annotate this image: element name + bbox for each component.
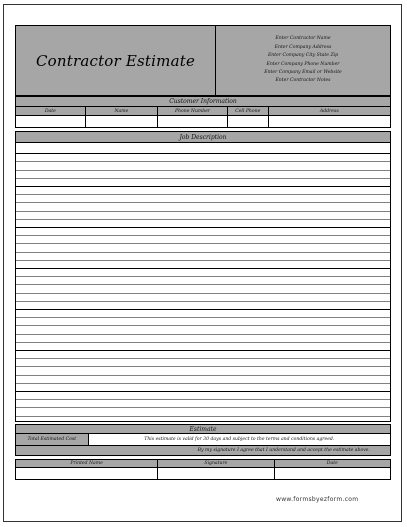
column-header-phone: Phone Number [158, 107, 228, 115]
cell-phone-field[interactable] [228, 116, 269, 127]
estimate-header [15, 424, 391, 434]
acceptance-text: By my signature I agree that I understand and accept the estimate above. [197, 448, 370, 453]
customer-info-title: Customer Information [169, 98, 237, 105]
estimate-title: Estimate [189, 425, 217, 433]
column-header-date: Date [326, 461, 338, 466]
job-description-lines[interactable] [15, 154, 391, 422]
job-description-header [15, 131, 391, 143]
company-line[interactable]: Enter Company Phone Number [266, 61, 340, 67]
column-header-name: Name [86, 107, 159, 115]
column-header-cell: Cell Phone [228, 107, 269, 115]
company-line[interactable]: Enter Contractor Name [275, 36, 331, 42]
form-header [15, 25, 391, 96]
customer-input-row [15, 116, 391, 128]
total-cost-label-cell [16, 434, 89, 445]
signature-input-row [15, 468, 391, 480]
name-field[interactable] [86, 116, 159, 127]
company-info[interactable] [216, 26, 390, 95]
printed-name-field[interactable] [16, 468, 158, 479]
estimate-terms[interactable]: This estimate is valid for 30 days and subject to the terms and conditions agreed. [89, 434, 390, 445]
signature-field[interactable] [158, 468, 274, 479]
column-header-signature: Signature [158, 460, 274, 467]
acceptance-row [15, 446, 391, 456]
title-cell [16, 26, 216, 95]
company-line[interactable]: Enter Company City State Zip [267, 53, 339, 59]
company-line[interactable]: Enter Contractor Notes [275, 78, 331, 84]
company-line[interactable]: Enter Company Address [274, 44, 332, 50]
customer-info-header [15, 96, 391, 107]
total-cost-label: Total Estimated Cost [27, 437, 77, 442]
job-description-title: Job Description [179, 133, 227, 141]
form-title: Contractor Estimate [35, 51, 196, 70]
signature-date-field[interactable] [275, 468, 390, 479]
estimate-total-row [15, 434, 391, 446]
address-field[interactable] [269, 116, 390, 127]
company-line[interactable]: Enter Company Email or Website [264, 69, 342, 75]
signature-columns-row [15, 459, 391, 468]
customer-columns-row [15, 107, 391, 116]
footer-url[interactable]: www.formsbyezform.com [276, 496, 359, 503]
job-description-gap [15, 143, 391, 154]
column-header-printed-name: Printed Name [16, 460, 158, 467]
form-page [3, 4, 402, 522]
date-field[interactable] [16, 116, 86, 127]
phone-field[interactable] [158, 116, 228, 127]
column-header-address: Address [319, 108, 339, 114]
column-header-date: Date [16, 107, 86, 115]
